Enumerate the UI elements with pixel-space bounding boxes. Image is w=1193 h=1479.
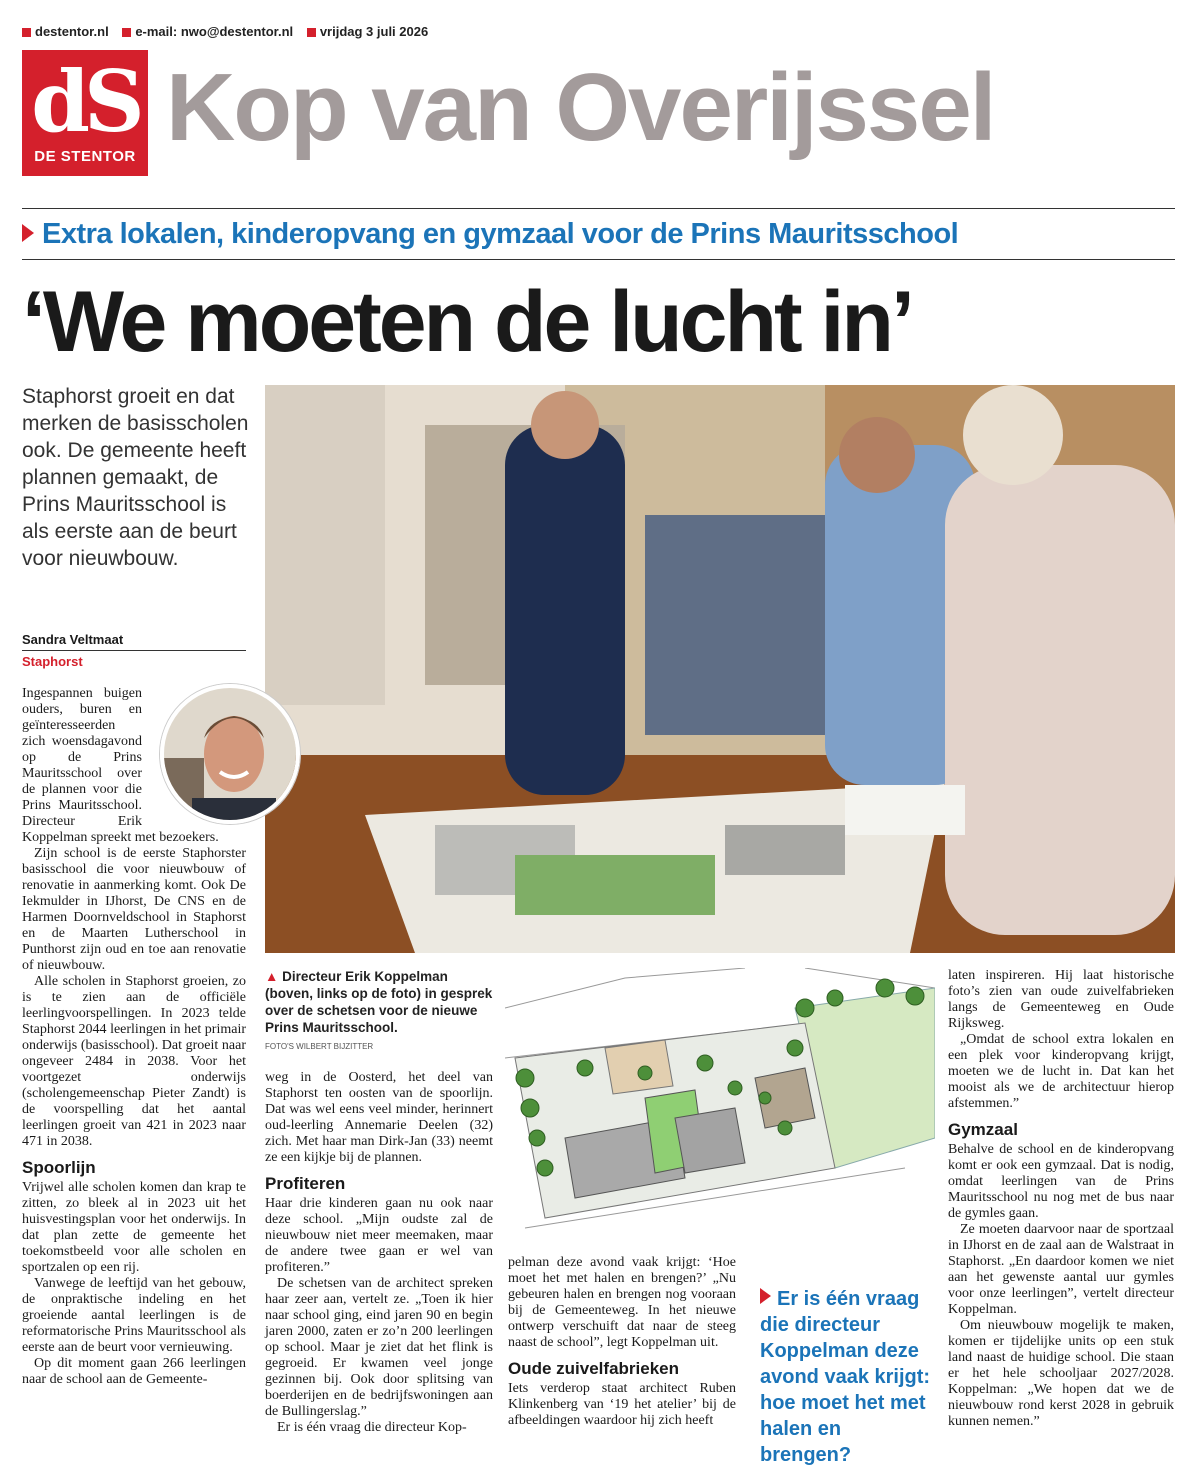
paragraph: Behalve de school en de kinderopvang komt er ook een gymzaal. Dat is nodig, omdat leerlingen van de Prins Mauritsschool nu nog met de bus naar de gymles gaan. bbox=[948, 1142, 1174, 1221]
article-column-2 bbox=[265, 1070, 493, 1436]
paragraph: Op dit moment gaan 266 leerlingen naar de school aan de Gemeente- bbox=[22, 1356, 246, 1387]
paragraph: Ze moeten daarvoor naar de sportzaal in IJhorst en de zaal aan de Walstraat in Staphorst. „En daardoor komen we niet aan het gewenste aantal uur gymles voor onze leerlingen”, vertelt directeur Koppelman. bbox=[948, 1222, 1174, 1317]
byline-place: Staphorst bbox=[22, 654, 83, 669]
paragraph: Vrijwel alle scholen komen dan krap te zitten, zo bleek al in 2023 uit het huisvestingsplan voor het onderwijs. In dat plan zette de gemeente het toekomstbeeld voor alle scholen en sportzalen op een rij. bbox=[22, 1180, 246, 1275]
section-masthead: Kop van Overijssel bbox=[166, 54, 995, 161]
site-plan-drawing bbox=[505, 968, 935, 1240]
subheading: Profiteren bbox=[265, 1174, 346, 1193]
paragraph: Iets verderop staat architect Ruben Klinkenberg van ‘19 het atelier’ bij de afbeeldingen waardoor hij zich heeft bbox=[508, 1381, 736, 1428]
subheading: Gymzaal bbox=[948, 1120, 1018, 1139]
paragraph: weg in de Oosterd, het deel van Staphorst ten oosten van de spoorlijn. Dat was wel eens veel minder, herinnert oud-leerling Annemarie Deelen (32) zich. Met haar man Dirk-Jan (33) neemt ze een kijkje bij de plannen. bbox=[265, 1070, 493, 1165]
paragraph: De schetsen van de architect spreken haar zeer aan, vertelt ze. „Toen ik hier naar school ging, eind jaren 90 en begin jaren 2000, zaten er zo’n 200 leerlingen op school. Maar je ziet dat het flink is gegroeid. Er kwamen veel jonge gezinnen bij. Ook door splitsing van boerderijen en de bedrijfswoningen aan de Bullingerslag.” bbox=[265, 1276, 493, 1419]
article-column-4 bbox=[948, 968, 1174, 1430]
photo-credit: FOTO'S WILBERT BIJZITTER bbox=[265, 1042, 374, 1051]
paragraph: Zijn school is de eerste Staphorster basisschool die voor nieuwbouw of renovatie in aanmerking komt. Ook De Iekmulder in IJhorst, De CNS en de Harmen Doornveldschool in Staphorst en de Maarten Lutherschool in Punthorst zijn oud en toe aan renovatie of nieuwbouw. bbox=[22, 846, 246, 973]
photo-illustration bbox=[265, 385, 1175, 953]
email-link[interactable]: e-mail: nwo@destentor.nl bbox=[135, 24, 294, 39]
portrait-photo bbox=[160, 684, 300, 824]
kicker-text: Extra lokalen, kinderopvang en gymzaal voor de Prins Mauritsschool bbox=[42, 218, 959, 250]
pull-quote bbox=[760, 1286, 935, 1468]
paragraph: pelman deze avond vaak krijgt: ‘Hoe moet het met halen en brengen?’ „Nu gebeuren halen en brengen nog vooraan bij de Gemeenteweg. In het nieuwe ontwerp verschuift dat naar de steeg naast de school”, legt Koppelman uit. bbox=[508, 1255, 736, 1350]
paragraph: Om nieuwbouw mogelijk te maken, komen er tijdelijke units op een stuk land naast de huidige school. Die staan er het hele schooljaar 2027/2028. Koppelman: „We hopen dat we de nieuwbouw rond kerst 2028 in gebruik kunnen nemen.” bbox=[948, 1318, 1174, 1429]
paragraph: Ingespannen buigen ouders, buren en geïnteresseerden zich woensdagavond op de Prins Mauritsschool over de plannen voor die Prins Mauritsschool. Directeur Erik Koppelman spreekt met bezoekers. bbox=[22, 686, 219, 845]
paragraph: Er is één vraag die directeur Kop- bbox=[277, 1420, 467, 1435]
site-link[interactable]: destentor.nl bbox=[35, 24, 109, 39]
triangle-icon: ▲ bbox=[265, 969, 283, 984]
divider bbox=[22, 208, 1175, 209]
arrow-icon bbox=[760, 1288, 771, 1304]
destentor-logo bbox=[22, 50, 148, 176]
issue-date: vrijdag 3 juli 2026 bbox=[319, 24, 429, 39]
site-plan-illustration bbox=[505, 968, 935, 1240]
subheading: Oude zuivelfabrieken bbox=[508, 1359, 679, 1378]
logo-name: DE STENTOR bbox=[34, 148, 136, 165]
headline: ‘We moeten de lucht in’ bbox=[22, 274, 912, 370]
kicker bbox=[22, 218, 958, 251]
paragraph: „Omdat de school extra lokalen en een plek voor kinderopvang krijgt, moeten we de lucht in. Dat kan het mooist als we de architectuur hierop afstemmen.” bbox=[948, 1032, 1174, 1111]
main-photo bbox=[265, 385, 1175, 953]
article-column-3 bbox=[508, 1255, 736, 1429]
divider bbox=[22, 259, 1175, 260]
portrait-illustration bbox=[164, 688, 296, 820]
logo-letters: dS bbox=[31, 52, 139, 151]
subheading: Spoorlijn bbox=[22, 1158, 96, 1177]
paragraph: Alle scholen in Staphorst groeien, zo is te zien aan de officiële leerlingvoorspellingen. In 2023 telde Staphorst 2044 leerlingen in het primair onderwijs (basisschool). Dat groeit naar ongeveer 2484 in 2038. Voor het voortgezet onderwijs (scholengemeenschap Pieter Zandt) is de voorspelling dat het aantal leerlingen groeit van 421 in 2023 naar 471 in 2038. bbox=[22, 974, 246, 1149]
top-bar bbox=[22, 24, 438, 39]
bullet-icon bbox=[122, 28, 131, 37]
pull-quote-text: Er is één vraag die directeur Koppelman deze avond vaak krijgt: hoe moet het met halen en brengen? bbox=[760, 1288, 931, 1466]
caption-text: Directeur Erik Koppelman (boven, links op de foto) in gesprek over de schetsen voor de nieuwe Prins Mauritsschool. bbox=[265, 969, 493, 1035]
bullet-icon bbox=[22, 28, 31, 37]
paragraph: laten inspireren. Hij laat historische foto’s zien van oude zuivelfabrieken langs de Gemeenteweg en Oude Rijksweg. bbox=[948, 968, 1174, 1031]
intro-text: Staphorst groeit en dat merken de basisscholen ook. De gemeente heeft plannen gemaakt, de Prins Mauritsschool is als eerste aan de beurt voor nieuwbouw. bbox=[22, 385, 249, 570]
byline-author: Sandra Veltmaat bbox=[22, 632, 246, 651]
photo-caption bbox=[265, 968, 493, 1036]
arrow-icon bbox=[22, 224, 34, 242]
paragraph: Vanwege de leeftijd van het gebouw, de onpraktische indeling en het groeiende aantal leerlingen is de reformatorische Prins Mauritsschool als eerste aan de beurt voor vernieuwing. bbox=[22, 1276, 246, 1355]
paragraph: Haar drie kinderen gaan nu ook naar deze school. „Mijn oudste zal de nieuwbouw niet meer meemaken, maar de andere twee gaan er wel van profiteren.” bbox=[265, 1196, 493, 1275]
bullet-icon bbox=[307, 28, 316, 37]
